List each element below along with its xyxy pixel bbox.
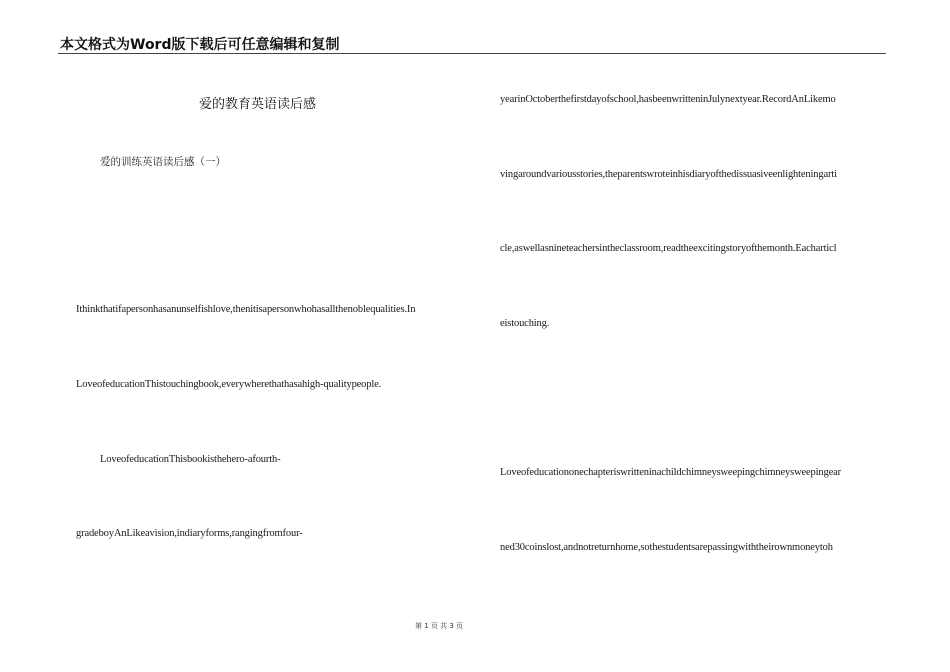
paragraph-line: Ithinkthatifapersonhasanunselfishlove,thenitisapersonwhohasallthenoblequalities.In bbox=[76, 304, 416, 315]
page-number: 第 1 页 共 3 页 bbox=[414, 622, 464, 630]
paragraph-line: Loveofeducationonechapteriswritteninachildchimneysweepingchimneysweepingear bbox=[500, 467, 841, 478]
paragraph-line: LoveofeducationThisbookisthehero-afourth- bbox=[100, 454, 281, 465]
document-title: 爱的教育英语读后感 bbox=[199, 97, 317, 112]
paragraph-line: vingaroundvariousstories,theparentswroteinhisdiaryofthedissuasiveenlighteningarti bbox=[500, 169, 837, 180]
paragraph-line: ned30coinslost,andnotreturnhome,sothestudentsarepassingwiththeirownmoneytoh bbox=[500, 542, 833, 553]
paragraph-line: LoveofeducationThistouchingbook,everywherethathasahigh-qualitypeople. bbox=[76, 379, 382, 390]
paragraph-line: yearinOctoberthefirstdayofschool,hasbeenwritteninJulynextyear.RecordAnLikemo bbox=[500, 94, 836, 105]
paragraph-line: gradeboyAnLikeavision,indiaryforms,rangingfromfour- bbox=[76, 528, 303, 539]
header-divider bbox=[58, 53, 886, 54]
header-notice: 本文格式为Word版下载后可任意编辑和复制 bbox=[60, 37, 340, 53]
paragraph-line: cle,aswellasnineteachersintheclassroom,readtheexcitingstoryofthemonth.Eacharticl bbox=[500, 243, 837, 254]
paragraph-line: eistouching. bbox=[500, 318, 550, 329]
section-heading: 爱的训练英语读后感（一） bbox=[100, 156, 226, 168]
